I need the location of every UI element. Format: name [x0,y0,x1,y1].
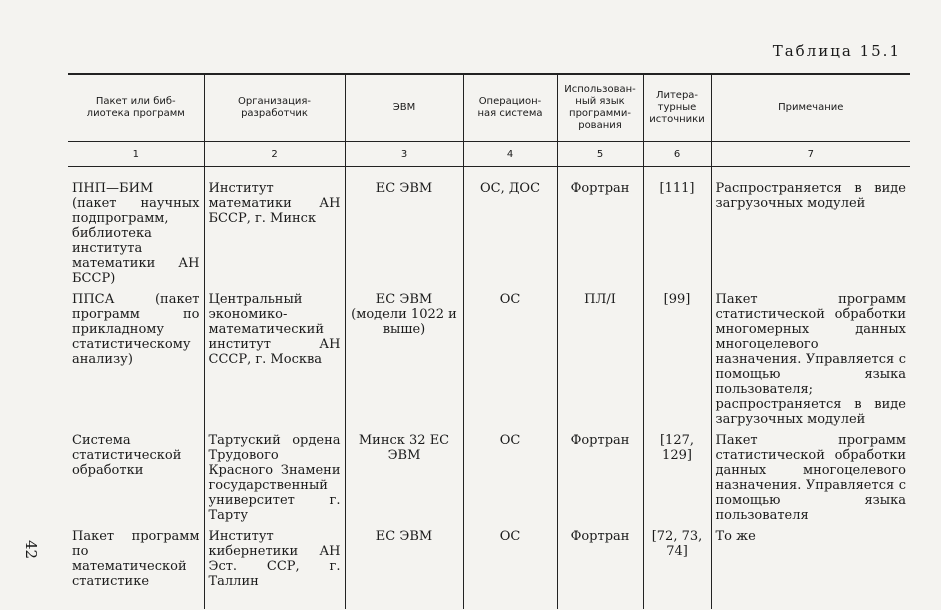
cell-package: ПНП—БИМ (пакет научных подпрограмм, библиотека института математики АН БССР) [72,181,200,286]
cell-developer: Институт кибернетики АН Эст. ССР, г. Таллин [204,529,345,609]
cell-refs: [111] [643,167,711,293]
table-row [68,167,910,293]
cell-developer: Центральный экономико-математический институт АН СССР, г. Москва [204,292,345,433]
cell-os: ОС [463,292,557,433]
cell-package: Система статистической обработки [72,433,182,478]
cell-computer: ЕС ЭВМ [345,167,463,293]
cell-language: Фортран [557,529,643,609]
column-header-note: Примечание [711,74,910,142]
column-header-language: Использован- ный язык программи- рования [557,74,643,142]
page-number: 42 [22,540,40,560]
cell-note: Пакет программ статистической обработки многомерных данных многоцелевого назначения. Управляется с помощью языка пользователя; распространяется в виде загрузочных модулей [711,292,910,433]
column-header-refs: Литера- турные источники [643,74,711,142]
column-header-computer: ЭВМ [345,74,463,142]
software-table [68,73,910,609]
column-number: 1 [68,142,204,167]
cell-package: Пакет программ по математической статистике [72,529,200,589]
table-caption: Таблица 15.1 [772,42,901,60]
column-header-developer: Организация- разработчик [204,74,345,142]
cell-language: Фортран [557,433,643,529]
column-number: 3 [345,142,463,167]
cell-os: ОС [463,433,557,529]
cell-language: Фортран [557,167,643,293]
cell-refs: [72, 73, 74] [643,529,711,609]
table-row [68,292,910,433]
cell-os: ОС, ДОС [463,167,557,293]
cell-note: Распространяется в виде загрузочных модулей [711,167,910,293]
cell-language: ПЛ/I [557,292,643,433]
cell-refs: [99] [643,292,711,433]
cell-developer: Институт математики АН БССР, г. Минск [204,167,345,293]
column-number: 4 [463,142,557,167]
column-number-row [68,142,910,167]
table-row [68,529,910,609]
cell-computer: ЕС ЭВМ (модели 1022 и выше) [345,292,463,433]
cell-note: Пакет программ статистической обработки данных многоцелевого назначения. Управляется с помощью языка пользователя [711,433,910,529]
cell-computer: Минск 32 ЕС ЭВМ [345,433,463,529]
column-number: 2 [204,142,345,167]
cell-developer: Тартуский ордена Трудового Красного Знамени государственный университет г. Тарту [204,433,345,529]
column-number: 6 [643,142,711,167]
cell-os: ОС [463,529,557,609]
table-row [68,433,910,529]
cell-package: ППСА (пакет программ по прикладному статистическому анализу) [72,292,200,367]
cell-note: То же [711,529,910,609]
column-header-os: Операцион- ная система [463,74,557,142]
column-number: 5 [557,142,643,167]
cell-refs: [127, 129] [643,433,711,529]
header-row [68,74,910,142]
column-header-package: Пакет или биб- лиотека программ [68,74,204,142]
column-number: 7 [711,142,910,167]
cell-computer: ЕС ЭВМ [345,529,463,609]
